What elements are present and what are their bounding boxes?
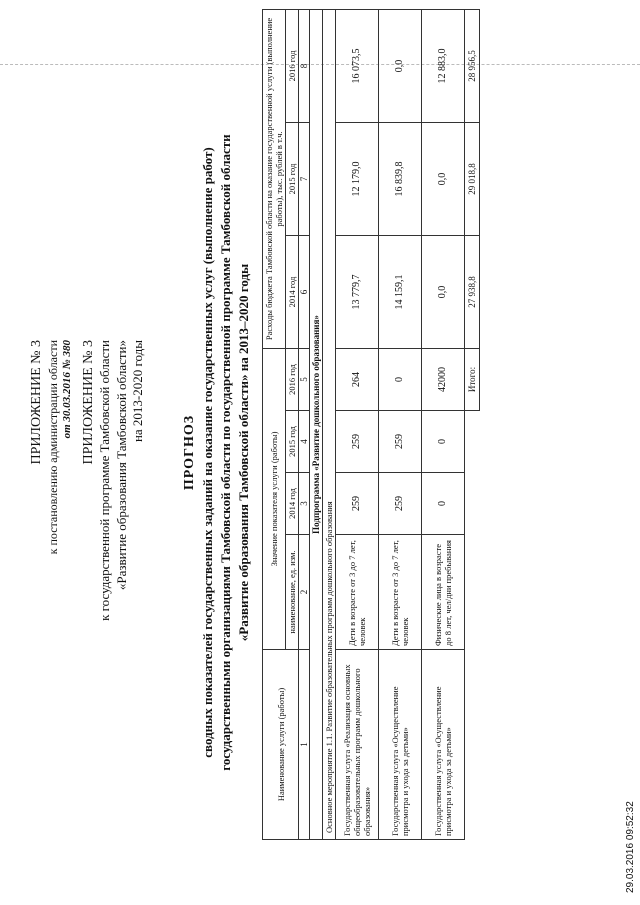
header-indicator: Значение показателя услуги (работы) [263,348,286,649]
header-year: 2014 год [286,473,299,535]
expense-2016: 16 073,5 [336,9,379,122]
header-exp-year: 2014 год [286,235,299,348]
appendix-title-2: ПРИЛОЖЕНИЕ № 3 [81,340,96,465]
service-unit: Дети в возрасте от 3 до 7 лет, человек [336,535,379,650]
service-unit: Физические лица в возрасте до 8 лет, чел/дни пребывания [422,535,465,650]
indicator-2016: 264 [336,348,379,410]
expense-2016: 0,0 [379,9,422,122]
document-subtitle-2: государственными организациями Тамбовской области по государственной программе Тамбовской области [218,134,233,771]
service-unit: Дети в возрасте от 3 до 7 лет, человек [379,535,422,650]
total-label: Итого: [465,348,480,410]
total-row [465,9,480,839]
column-index: 7 [299,122,310,235]
column-index: 8 [299,9,310,122]
appendix-program-years: на 2013-2020 годы [130,340,145,443]
table-header-row [263,9,286,839]
header-exp-year: 2016 год [286,9,299,122]
column-index: 5 [299,348,310,410]
service-name: Государственная услуга «Осуществление присмотра и ухода за детьми» [379,650,422,840]
indicator-2014: 0 [422,473,465,535]
document-title: ПРОГНОЗ [182,414,197,491]
service-name: Государственная услуга «Осуществление присмотра и ухода за детьми» [422,650,465,840]
column-index: 4 [299,411,310,473]
total-spacer [465,411,480,840]
table-row [379,9,422,839]
table-row [422,9,465,839]
expense-2014: 14 159,1 [379,235,422,348]
appendix-program-line: к государственной программе Тамбовской области [97,340,112,621]
header-unit: наименование, ед. изм. [286,535,299,650]
measure-title: Основное мероприятие 1.1. Развитие образовательных программ дошкольного образования [323,9,336,839]
appendix-decree-line: к постановлению администрации области [46,340,60,555]
appendix-program-name: «Развитие образования Тамбовской области» [114,340,129,591]
column-index: 3 [299,473,310,535]
forecast-table [262,9,480,840]
header-service: Наименование услуги (работы) [263,650,299,840]
expense-2014: 13 779,7 [336,235,379,348]
table-row [336,9,379,839]
subprogram-title: Подпрограмма «Развитие дошкольного образования» [310,9,323,839]
total-2016: 28 956,5 [465,9,480,122]
indicator-2016: 0 [379,348,422,410]
column-index-row [299,9,310,839]
header-year: 2016 год [286,348,299,410]
indicator-2014: 259 [336,473,379,535]
total-2014: 27 938,8 [465,235,480,348]
expense-2014: 0,0 [422,235,465,348]
indicator-2016: 42000 [422,348,465,410]
expense-2015: 16 839,8 [379,122,422,235]
expense-2016: 12 883,0 [422,9,465,122]
indicator-2015: 259 [336,411,379,473]
indicator-2015: 259 [379,411,422,473]
header-expense: Расходы бюджета Тамбовской области на оказание государственной услуги (выполнение работы), тыс. рублей в т.ч. [263,9,286,348]
service-name: Государственная услуга «Реализация основных общеобразовательных программ дошкольного образования» [336,650,379,840]
appendix-title-1: ПРИЛОЖЕНИЕ № 3 [29,340,44,465]
expense-2015: 12 179,0 [336,122,379,235]
header-exp-year: 2015 год [286,122,299,235]
document-subtitle-1: сводных показателей государственных заданий на оказание государственных услуг (выполнение работ) [200,147,215,758]
header-year: 2015 год [286,411,299,473]
handwritten-decree-number: от 30.03.2016 № 380 [61,340,73,439]
column-index: 6 [299,235,310,348]
column-index: 1 [299,650,310,840]
subprogram-row [310,9,323,839]
indicator-2014: 259 [379,473,422,535]
document-subtitle-3: «Развитие образования Тамбовской области» на 2013–2020 годы [236,263,251,642]
print-timestamp: 29.03.2016 09:52:32 [625,801,636,893]
total-2015: 29 018,8 [465,122,480,235]
column-index: 2 [299,535,310,650]
indicator-2015: 0 [422,411,465,473]
expense-2015: 0,0 [422,122,465,235]
measure-row [323,9,336,839]
